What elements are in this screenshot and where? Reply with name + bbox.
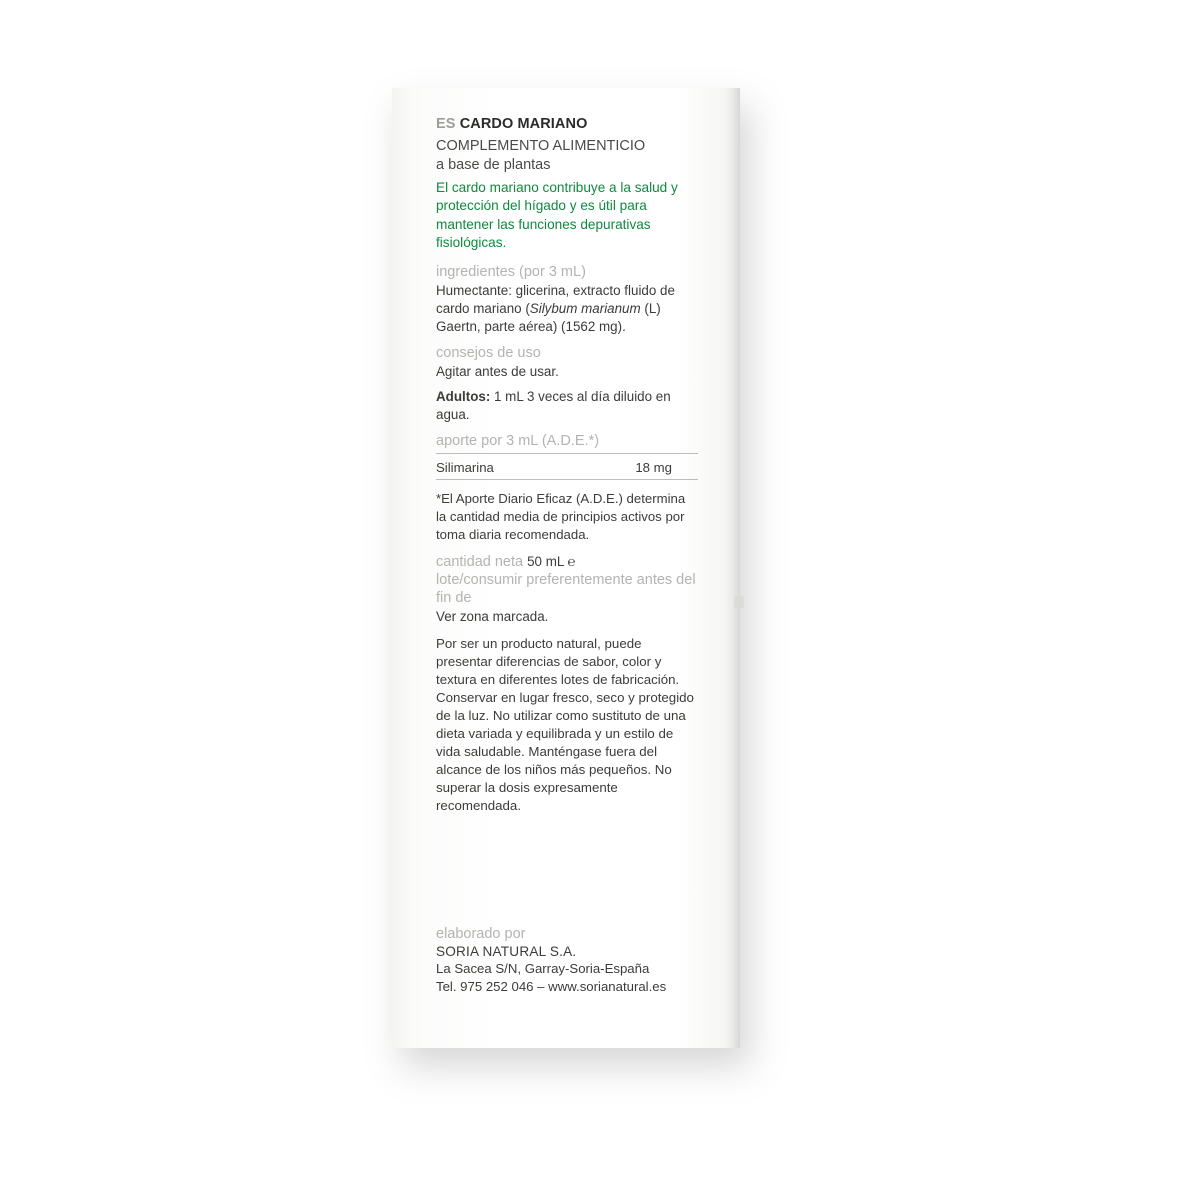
manufacturer-address: La Sacea S/N, Garray-Soria-España <box>436 961 650 976</box>
nutrition-row-name: Silimarina <box>436 459 494 475</box>
legal-text: Por ser un producto natural, puede presentar diferencias de sabor, color y textura en diferentes lotes de fabricación. Conservar en lugar fresco, seco y protegido de la luz. No utilizar como sustituto de una dieta variada y equilibrada y un estilo de vida saludable. Manténgase fuera del alcance de los niños más pequeños. No superar la dosis expresamente recomendada. <box>436 635 694 813</box>
ingredients-text <box>436 282 698 336</box>
lot-value: Ver zona marcada. <box>436 608 549 624</box>
package-right-fold <box>724 88 740 1048</box>
product-subtitle-line1: COMPLEMENTO ALIMENTICIO <box>436 138 646 154</box>
usage-heading: consejos de uso <box>436 344 541 361</box>
manufacturer-contact: Tel. 975 252 046 – www.sorianatural.es <box>436 978 667 994</box>
usage-shake-text: Agitar antes de usar. <box>436 363 559 379</box>
nutrition-table-heading: aporte por 3 mL (A.D.E.*) <box>436 433 698 454</box>
language-code: ES <box>436 116 456 132</box>
product-title <box>436 116 698 132</box>
net-quantity <box>436 554 698 570</box>
manufacturer-name: SORIA NATURAL S.A. <box>436 944 577 959</box>
product-subtitle <box>436 137 698 174</box>
usage-adults-text <box>436 388 698 424</box>
ingredients-text-part1: Humectante: glicerina, extracto fluido de cardo mariano ( <box>436 282 675 316</box>
usage-adults-label: Adultos: <box>436 388 491 404</box>
ingredients-heading: ingredientes (por 3 mL) <box>436 263 586 280</box>
nutrition-row-value: 18 mg <box>635 459 672 475</box>
usage-adults-detail: 1 mL 3 veces al día diluido en agua. <box>436 388 671 422</box>
package-panel <box>392 88 740 1048</box>
net-quantity-label: cantidad neta <box>436 553 524 570</box>
lot-heading: lote/consumir preferentemente antes del fin de <box>436 571 696 607</box>
table-row <box>436 458 698 480</box>
label-content <box>436 116 698 815</box>
net-quantity-value: 50 mL ℮ <box>527 553 576 569</box>
ingredients-text-part2: (L) Gaertn, parte aérea) (1562 mg). <box>436 300 661 334</box>
manufacturer-block <box>436 926 704 995</box>
package-fold-notch <box>734 596 744 608</box>
manufacturer-heading: elaborado por <box>436 926 526 942</box>
product-subtitle-line2: a base de plantas <box>436 156 551 173</box>
nutrition-footnote: *El Aporte Diario Eficaz (A.D.E.) determina la cantidad media de principios activos por toma diaria recomendada. <box>436 490 686 542</box>
health-claim: El cardo mariano contribuye a la salud y protección del hígado y es útil para mantener las funciones depurativas fisiológicas. <box>436 180 678 251</box>
product-name: CARDO MARIANO <box>459 116 588 132</box>
ingredients-botanical-name: Silybum marianum <box>529 300 641 316</box>
